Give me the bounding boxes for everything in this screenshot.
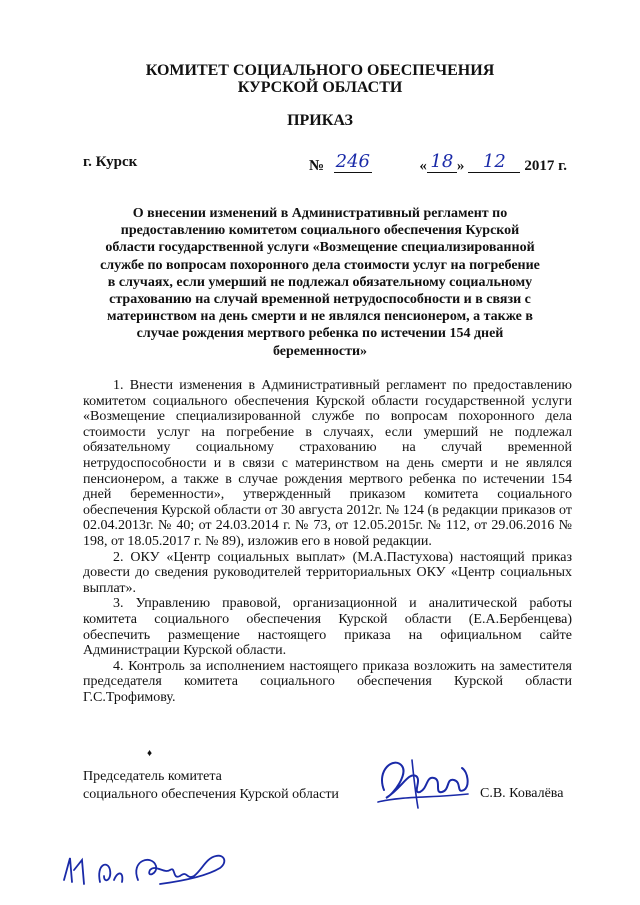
subject-line: в случаях, если умерший не подлежал обязательному социальному — [107, 274, 533, 290]
handwritten-day: 18 — [427, 151, 457, 173]
date-year: 2017 г. — [524, 158, 567, 174]
subject-line: области государственной услуги «Возмещение специализированной — [105, 240, 535, 256]
organization-header — [0, 62, 640, 96]
signatory-name: С.В. Ковалёва — [480, 786, 564, 801]
number-prefix: № — [309, 158, 325, 174]
document-meta-row — [83, 150, 567, 172]
handwritten-registration-note — [60, 840, 240, 900]
subject-line: О внесении изменений в Административный регламент по — [132, 206, 508, 221]
subject-line: службе по вопросам похоронного дела стоимости услуг на погребение — [100, 257, 540, 273]
signatory-title — [83, 768, 339, 804]
order-date — [419, 151, 567, 176]
handwritten-signature — [372, 750, 477, 812]
paragraph-1: 1. Внести изменения в Административный регламент по предоставлению комитетом социального обеспечения Курской области государственной услуги «Возмещение специализированной службе по вопросам похоронного дела стоимости услуг на погребение в случаях, если умерший не подлежал обязательному социальному страхованию на случай временной нетрудоспособности и в связи с материнством на день смерти и не являлся пенсионером, а также в случае рождения мертвого ребенка по истечении 154 дней беременности», утвержденный приказом комитета социального обеспечения Курской области от 30 августа 2012г. № 124 (в редакции приказов от 02.04.2013г. № 40; от 24.03.2014 г. № 73, от 12.05.2015г. № 112, от 29.06.2016 № 198, от 18.05.2017 г. № 89), изложив его в новой редакции. — [83, 378, 572, 549]
org-line-1: КОМИТЕТ СОЦИАЛЬНОГО ОБЕСПЕЧЕНИЯ — [145, 62, 495, 79]
date-open-quote: « — [419, 158, 427, 174]
subject-line: материнством на день смерти и не являлся пенсионером, а также в — [107, 309, 533, 325]
handwritten-month: 12 — [468, 151, 520, 173]
subject-line: случае рождения мертвого ребенка по истечении 154 дней — [136, 326, 504, 342]
signatory-title-line-1: Председатель комитета — [83, 769, 222, 784]
city: г. Курск — [83, 154, 138, 170]
document-type: ПРИКАЗ — [287, 112, 353, 129]
order-body — [83, 378, 572, 705]
order-number — [309, 151, 372, 176]
date-close-quote: » — [456, 158, 465, 174]
order-subject — [92, 205, 548, 360]
signatory-title-line-2: социального обеспечения Курской области — [83, 787, 339, 802]
subject-line: предоставлению комитетом социального обеспечения Курской — [120, 223, 520, 239]
paragraph-3: 3. Управлению правовой, организационной и аналитической работы комитета социального обеспечения Курской области (Е.А.Бербенцева) обеспечить размещение настоящего приказа на официальном сайте Администрации Курской области. — [83, 596, 572, 659]
org-line-2: КУРСКОЙ ОБЛАСТИ — [237, 79, 403, 96]
subject-line: страхованию на случай временной нетрудоспособности и в связи с — [109, 292, 531, 308]
paragraph-4: 4. Контроль за исполнением настоящего приказа возложить на заместителя председателя комитета социального обеспечения Курской области Г.С.Трофимову. — [83, 658, 572, 705]
paragraph-2: 2. ОКУ «Центр социальных выплат» (М.А.Пастухова) настоящий приказ довести до сведения руководителей территориальных ОКУ «Центр социальных выплат». — [83, 549, 572, 596]
handwritten-order-number: 246 — [335, 151, 370, 172]
subject-line: беременности» — [272, 343, 368, 359]
ink-dot-mark: ♦ — [147, 748, 153, 759]
